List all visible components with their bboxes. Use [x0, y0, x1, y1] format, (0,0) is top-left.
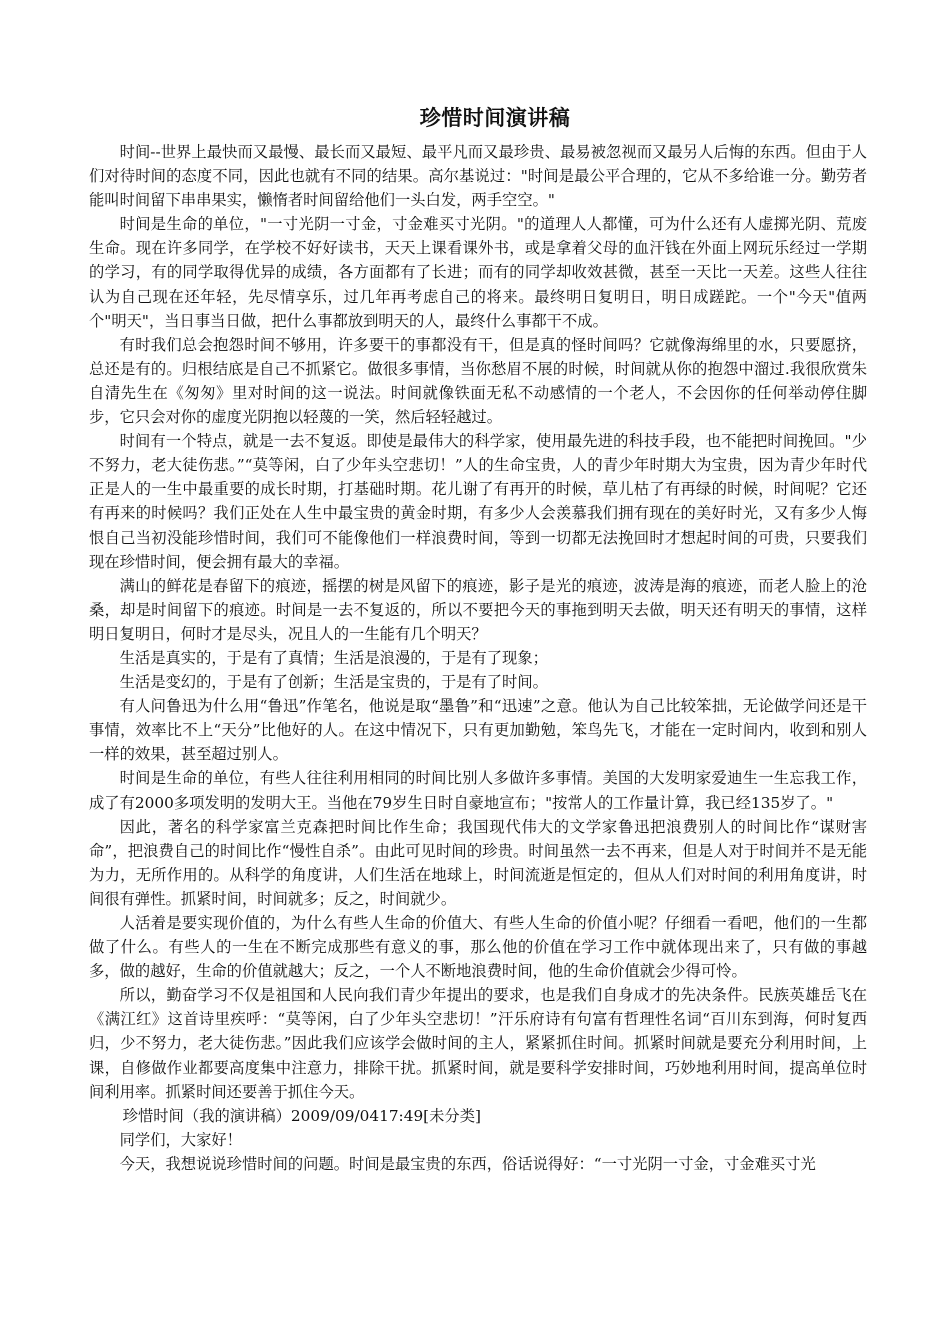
paragraph: 满山的鲜花是春留下的痕迹，摇摆的树是风留下的痕迹，影子是光的痕迹，波涛是海的痕迹，而老人脸上的沧桑，却是时间留下的痕迹。时间是一去不复返的，所以不要把今天的事拖到明天去做，明天还有明天的事情，这样明日复明日，何时才是尽头，况且人的一生能有几个明天？ — [89, 576, 867, 643]
paragraph: 人活着是要实现价值的，为什么有些人生命的价值大、有些人生命的价值小呢？仔细看一看吧，他们的一生都做了什么。有些人的一生在不断完成那些有意义的事，那么他的价值在学习工作中就体现出来了，只有做的事越多，做的越好，生命的价值就越大；反之，一个人不断地浪费时间，他的生命价值就会少得可怜。 — [89, 914, 867, 981]
document-title: 珍惜时间演讲稿 — [419, 105, 571, 130]
paragraph: 时间是生命的单位，有些人往往利用相同的时间比别人多做许多事情。美国的大发明家爱迪生一生忘我工作，成了有2000多项发明的发明大王。当他在79岁生日时自豪地宣布；"按常人的工作量计算，我已经135岁了。" — [89, 769, 867, 812]
greeting-paragraph: 同学们，大家好！ — [119, 1130, 242, 1149]
document-body — [89, 140, 867, 1176]
paragraph: 时间有一个特点，就是一去不复返。即使是最伟大的科学家，使用最先进的科技手段，也不能把时间挽回。"少不努力，老大徒伤悲。”“莫等闲，白了少年头空悲切！”人的生命宝贵，人的青少年时期大为宝贵，因为青少年时代正是人的一生中最重要的成长时期，打基础时期。花儿谢了有再开的时候，草儿枯了有再绿的时候，时间呢？它还有再来的时候吗？我们正处在人生中最宝贵的黄金时期，有多少人会羡慕我们拥有现在的美好时光，又有多少人悔恨自己当初没能珍惜时间，我们可不能像他们一样浪费时间，等到一切都无法挽回时才想起时间的可贵，只要我们现在珍惜时间，便会拥有最大的幸福。 — [89, 432, 867, 571]
paragraph: 今天，我想说说珍惜时间的问题。时间是最宝贵的东西，俗话说得好：“一寸光阴一寸金，寸金难买寸光 — [119, 1154, 816, 1173]
paragraph: 生活是真实的，于是有了真情；生活是浪漫的，于是有了现象； — [119, 648, 548, 667]
paragraph: 时间--世界上最快而又最慢、最长而又最短、最平凡而又最珍贵、最易被忽视而又最另人后悔的东西。但由于人们对待时间的态度不同，因此也就有不同的结果。高尔基说过："时间是最公平合理的，它从不多给谁一分。勤劳者能叫时间留下串串果实，懒惰者时间留给他们一头白发，两手空空。" — [89, 143, 867, 210]
post-meta-line: 珍惜时间（我的演讲稿）2009/09/0417:49[未分类] — [122, 1106, 481, 1125]
paragraph: 有人问鲁迅为什么用“鲁迅”作笔名，他说是取“墨鲁”和“迅速”之意。他认为自己比较笨拙，无论做学问还是干事情，效率比不上“天分”比他好的人。在这中情况下，只有更加勤勉，笨鸟先飞，才能在一定时间内，收到和别人一样的效果，甚至超过别人。 — [89, 697, 867, 764]
paragraph: 生活是变幻的，于是有了创新；生活是宝贵的，于是有了时间。 — [119, 673, 548, 692]
paragraph: 因此，著名的科学家富兰克森把时间比作生命；我国现代伟大的文学家鲁迅把浪费别人的时间比作“谋财害命”，把浪费自己的时间比作“慢性自杀”。由此可见时间的珍贵。时间虽然一去不再来，但是人对于时间并不是无能为力，无所作用的。从科学的角度讲，人们生活在地球上，时间流逝是恒定的，但从人们对时间的利用角度讲，时间很有弹性。抓紧时间，时间就多；反之，时间就少。 — [89, 817, 867, 908]
paragraph: 有时我们总会抱怨时间不够用，许多要干的事都没有干，但是真的怪时间吗？它就像海绵里的水，只要愿挤，总还是有的。归根结底是自己不抓紧它。做很多事情，当你愁眉不展的时候，时间就从你的抱怨中溜过.我很欣赏朱自清先生在《匆匆》里对时间的这一说法。时间就像铁面无私不动感情的一个老人，不会因你的任何举动停住脚步，它只会对你的虚度光阴抱以轻蔑的一笑，然后轻轻越过。 — [89, 335, 867, 427]
paragraph: 所以，勤奋学习不仅是祖国和人民向我们青少年提出的要求，也是我们自身成才的先决条件。民族英雄岳飞在《满江红》这首诗里疾呼：“莫等闲，白了少年头空悲切！”汗乐府诗有句富有哲理性名词“百川东到海，何时复西归，少不努力，老大徒伤悲。”因此我们应该学会做时间的主人，紧紧抓住时间。抓紧时间就是要充分利用时间，上课，自修做作业都要高度集中注意力，排除干扰。抓紧时间，就是要科学安排时间，巧妙地利用时间，提高单位时间利用率。抓紧时间还要善于抓住今天。 — [89, 986, 867, 1101]
paragraph: 时间是生命的单位，"一寸光阴一寸金，寸金难买寸光阴。"的道理人人都懂，可为什么还有人虚掷光阴、荒废生命。现在许多同学，在学校不好好读书，天天上课看课外书，或是拿着父母的血汗钱在外面上网玩乐经过一学期的学习，有的同学取得优异的成绩，各方面都有了长进；而有的同学却收效甚微，甚至一天比一天差。这些人往往认为自己现在还年轻，先尽情享乐，过几年再考虑自己的将来。最终明日复明日，明日成蹉跎。一个"今天"值两个"明天"，当日事当日做，把什么事都放到明天的人，最终什么事都干不成。 — [89, 215, 867, 330]
